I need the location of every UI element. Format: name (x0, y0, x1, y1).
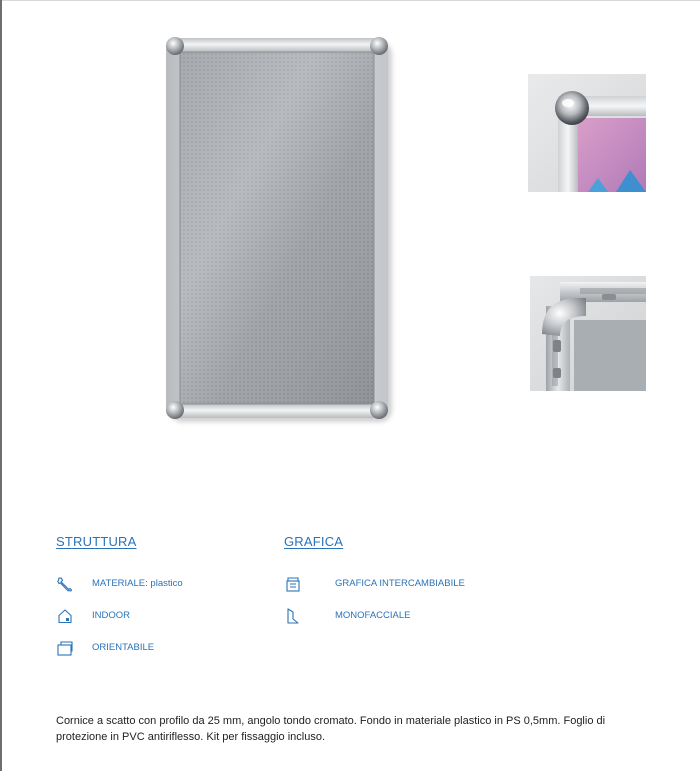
grafica-section-title: GRAFICA (284, 534, 344, 549)
product-description: Cornice a scatto con profilo da 25 mm, angolo tondo cromato. Fondo in materiale plastico in PS 0,5mm. Foglio di protezione in PVC antiriflesso. Kit per fissaggio incluso. (56, 715, 606, 743)
open-profile-detail-image (530, 276, 646, 391)
house-icon (56, 607, 74, 625)
struttura-section-title: STRUTTURA (56, 534, 137, 549)
left-page-edge (0, 0, 2, 771)
feature-indoor: INDOOR (92, 610, 130, 621)
feature-materiale: MATERIALE: plastico (92, 578, 183, 589)
wrench-icon (56, 575, 74, 593)
feature-orientabile: ORIENTABILE (92, 642, 155, 653)
top-divider (0, 0, 700, 1)
feature-monofacciale: MONOFACCIALE (335, 610, 411, 621)
orientable-panel-icon (56, 639, 74, 657)
chrome-corner-detail-image (528, 74, 646, 192)
interchangeable-graphic-icon (284, 575, 302, 593)
single-sided-icon (284, 607, 302, 625)
snap-frame-product-image (70, 8, 485, 433)
feature-grafica-intercambiabile: GRAFICA INTERCAMBIABILE (335, 578, 465, 589)
